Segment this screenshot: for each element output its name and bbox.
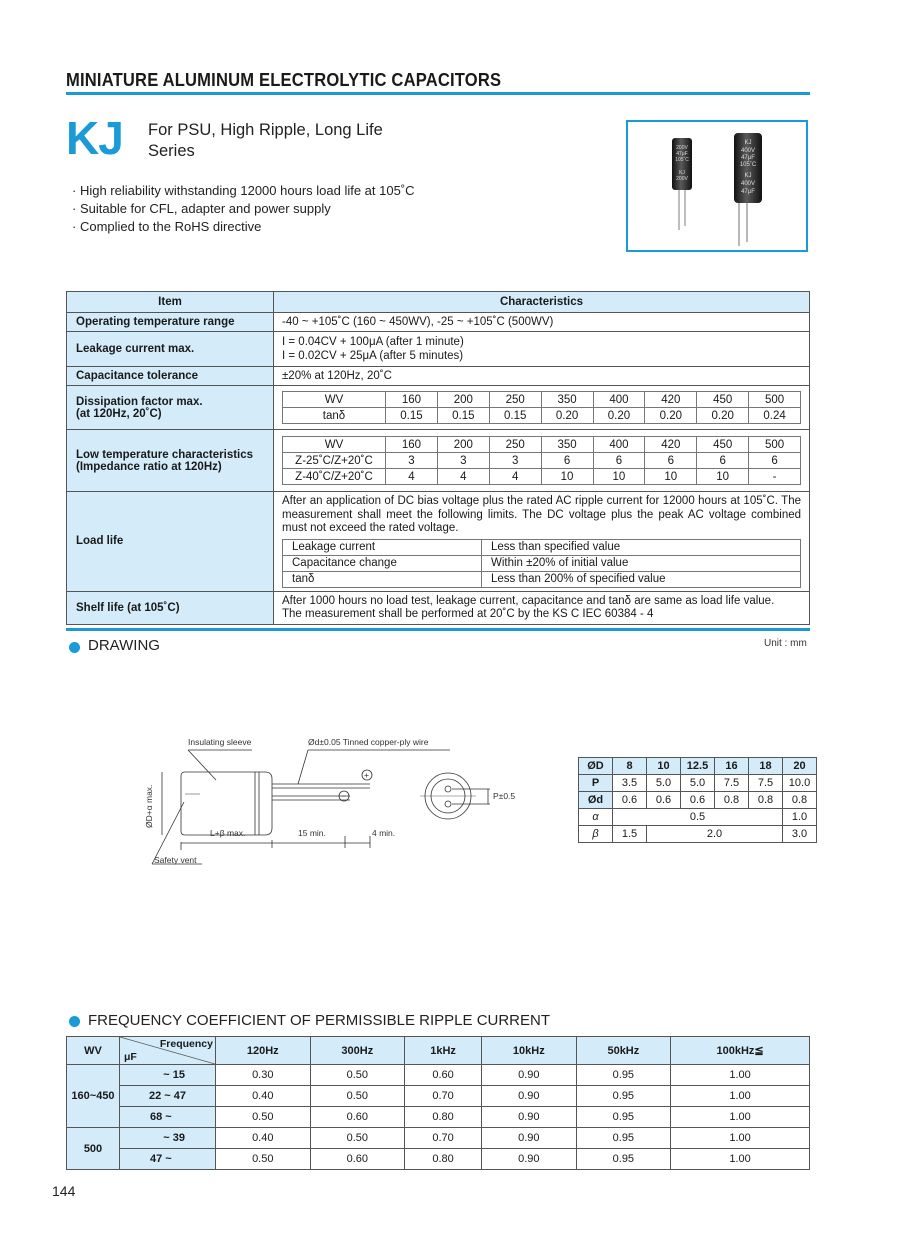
cap-large-text: 47μF	[741, 155, 755, 161]
freq-header: 1kHz	[405, 1037, 482, 1065]
df-cell: 160	[386, 392, 438, 408]
coef-cell: 1.00	[671, 1128, 810, 1149]
row-label: Operating temperature range	[67, 313, 274, 332]
coef-cell: 0.50	[310, 1065, 405, 1086]
freq-header: 120Hz	[216, 1037, 311, 1065]
lt-cell: 3	[489, 453, 541, 469]
coef-cell: 0.90	[482, 1086, 577, 1107]
df-cell: 0.15	[489, 408, 541, 424]
cap-small-text: 200V	[676, 176, 688, 182]
dissipation-factor-table	[282, 391, 801, 424]
dim-header: 16	[715, 758, 749, 775]
lt-cell: -	[749, 469, 801, 485]
lt-cell: 160	[386, 437, 438, 453]
dim-header: 8	[613, 758, 647, 775]
lt-cell: 6	[541, 453, 593, 469]
coef-cell: 1.00	[671, 1086, 810, 1107]
df-cell: 450	[697, 392, 749, 408]
coef-cell: 1.00	[671, 1065, 810, 1086]
load-life-text: After an application of DC bias voltage plus the rated AC ripple current for 12000 hours at 105˚C. The measurement shall meet the following limits. The DC voltage plus the peak AC voltage combined must not exceed the rated voltage.	[282, 495, 801, 534]
dim-cell: 0.6	[613, 792, 647, 809]
series-desc-line: Series	[148, 142, 195, 160]
coef-cell: 0.40	[216, 1128, 311, 1149]
dim-cell: 10.0	[783, 775, 817, 792]
coef-cell: 0.90	[482, 1107, 577, 1128]
series-desc-line: For PSU, High Ripple, Long Life	[148, 121, 383, 139]
coef-cell: 0.60	[310, 1149, 405, 1170]
coef-cell: 0.95	[576, 1107, 671, 1128]
df-label-line: Dissipation factor max.	[76, 395, 203, 408]
freq-header: 100kHz≦	[671, 1037, 810, 1065]
lt-cell: 10	[697, 469, 749, 485]
lt-label-line: (Impedance ratio at 120Hz)	[76, 460, 222, 473]
load-life-limits	[282, 539, 801, 588]
cap-range: ~ 15	[120, 1065, 216, 1086]
leakage-value	[274, 332, 810, 367]
cap-small-text: 200V	[676, 145, 688, 151]
product-photo	[626, 120, 808, 252]
capacitor-photo-illustration	[628, 122, 806, 250]
df-cell: 0.20	[541, 408, 593, 424]
operating-temp-value: -40 ~ +105˚C (160 ~ 450WV), -25 ~ +105˚C (500WV)	[274, 313, 810, 332]
coef-cell: 0.40	[216, 1086, 311, 1107]
header-characteristics: Characteristics	[274, 292, 810, 313]
vent-label: Safety vent	[154, 855, 197, 865]
row-label: Load life	[67, 492, 274, 592]
coef-cell: 0.50	[310, 1086, 405, 1107]
df-cell: tanδ	[283, 408, 386, 424]
drawing-title: DRAWING	[88, 637, 160, 654]
lt-cell: 400	[593, 437, 645, 453]
dim-header: ØD	[579, 758, 613, 775]
feature-item: · Complied to the RoHS directive	[72, 218, 415, 236]
dim-header: 10	[647, 758, 681, 775]
shelf-line: The measurement shall be performed at 20˚C by the KS C IEC 60384 - 4	[282, 607, 654, 620]
cap-range: 47 ~	[120, 1149, 216, 1170]
load-life-value	[274, 492, 810, 592]
capacitor-dimension-drawing	[140, 732, 540, 872]
pitch-label: P±0.5	[493, 791, 516, 801]
dim-cell: 7.5	[715, 775, 749, 792]
coef-cell: 1.00	[671, 1107, 810, 1128]
coef-cell: 0.50	[216, 1149, 311, 1170]
low-temperature-table	[282, 436, 801, 485]
df-cell: 0.20	[593, 408, 645, 424]
df-cell: 0.20	[697, 408, 749, 424]
leakage-line: I = 0.02CV + 25μA (after 5 minutes)	[282, 350, 464, 362]
frequency-coefficient-table	[66, 1036, 810, 1170]
df-cell: 250	[489, 392, 541, 408]
wire-label: Ød±0.05 Tinned copper-ply wire	[308, 737, 429, 747]
limit-item: tanδ	[283, 571, 482, 587]
lt-cell: 3	[386, 453, 438, 469]
df-cell: 400	[593, 392, 645, 408]
coef-cell: 0.90	[482, 1149, 577, 1170]
coef-cell: 0.60	[310, 1107, 405, 1128]
cap-range: 22 ~ 47	[120, 1086, 216, 1107]
diagonal-header	[120, 1037, 216, 1065]
dim-row-label: P	[579, 775, 613, 792]
dim-cell: 7.5	[749, 775, 783, 792]
dim-row-label: β	[579, 826, 613, 843]
dim-header: 12.5	[681, 758, 715, 775]
cap-small-text: 47μF	[676, 151, 688, 157]
lt-cell: 200	[437, 437, 489, 453]
coef-cell: 0.70	[405, 1086, 482, 1107]
plus-symbol: +	[364, 770, 369, 780]
row-label	[67, 386, 274, 430]
dim-cell: 0.6	[647, 792, 681, 809]
cap-large-text: 105˚C	[739, 162, 757, 168]
page-number: 144	[52, 1183, 76, 1199]
limit-value: Within ±20% of initial value	[482, 555, 801, 571]
frequency-header: Frequency	[159, 1038, 213, 1050]
coef-cell: 0.95	[576, 1065, 671, 1086]
lead-min-label: 15 min.	[298, 828, 326, 838]
wv-group: 500	[67, 1128, 120, 1170]
cap-small-text: KJ	[679, 170, 685, 176]
df-cell: WV	[283, 392, 386, 408]
wv-group: 160~450	[67, 1065, 120, 1128]
freq-header: 50kHz	[576, 1037, 671, 1065]
df-cell	[274, 386, 810, 430]
bullet-dot-icon	[69, 642, 80, 653]
lt-cell: 250	[489, 437, 541, 453]
lt-cell: 3	[437, 453, 489, 469]
cap-large-text: 400V	[740, 148, 756, 154]
feature-item: · Suitable for CFL, adapter and power supply	[72, 200, 415, 218]
cap-range: 68 ~	[120, 1107, 216, 1128]
minus-symbol: −	[341, 791, 346, 801]
freq-header: 10kHz	[482, 1037, 577, 1065]
coef-cell: 0.90	[482, 1128, 577, 1149]
dim-header: 20	[783, 758, 817, 775]
df-cell: 0.15	[386, 408, 438, 424]
coef-cell: 0.30	[216, 1065, 311, 1086]
lt-cell: 350	[541, 437, 593, 453]
shelf-life-value	[274, 591, 810, 624]
series-code: KJ	[66, 112, 123, 164]
lt-cell: 10	[541, 469, 593, 485]
dim-row-label: Ød	[579, 792, 613, 809]
lt-cell: 4	[437, 469, 489, 485]
lt-cell: 10	[645, 469, 697, 485]
cap-range: ~ 39	[120, 1128, 216, 1149]
wv-header: WV	[67, 1037, 120, 1065]
lt-cell: Z-25˚C/Z+20˚C	[283, 453, 386, 469]
coef-cell: 0.70	[405, 1128, 482, 1149]
bullet-dot-icon	[69, 1016, 80, 1027]
dim-header: 18	[749, 758, 783, 775]
dim-row-label: α	[579, 809, 613, 826]
df-cell: 500	[749, 392, 801, 408]
dim-cell: 0.6	[681, 792, 715, 809]
lt-cell: 420	[645, 437, 697, 453]
header-item: Item	[67, 292, 274, 313]
series-description	[148, 120, 383, 162]
lt-label-line: Low temperature characteristics	[76, 448, 254, 461]
coef-cell: 0.50	[216, 1107, 311, 1128]
dim-cell: 1.0	[783, 809, 817, 826]
cap-large-text: 400V	[740, 181, 756, 187]
dim-cell: 1.5	[613, 826, 647, 843]
row-label: Leakage current max.	[67, 332, 274, 367]
df-label-line: (at 120Hz, 20˚C)	[76, 407, 162, 420]
dimension-table	[578, 757, 817, 843]
uf-header: μF	[124, 1051, 137, 1063]
feature-item: · High reliability withstanding 12000 hours load life at 105˚C	[72, 182, 415, 200]
tolerance-value: ±20% at 120Hz, 20˚C	[274, 367, 810, 386]
lt-cell	[274, 430, 810, 492]
section-rule	[66, 628, 810, 631]
dim-cell: 5.0	[681, 775, 715, 792]
df-cell: 0.20	[645, 408, 697, 424]
shelf-line: After 1000 hours no load test, leakage current, capacitance and tanδ are same as load life value.	[282, 594, 775, 607]
df-cell: 0.24	[749, 408, 801, 424]
freq-header: 300Hz	[310, 1037, 405, 1065]
coef-cell: 0.95	[576, 1128, 671, 1149]
cap-large-text: 47μF	[741, 189, 755, 195]
unit-label: Unit : mm	[764, 638, 807, 649]
dim-cell: 0.8	[749, 792, 783, 809]
coef-cell: 0.95	[576, 1149, 671, 1170]
dim-cell: 0.8	[715, 792, 749, 809]
page-title: MINIATURE ALUMINUM ELECTROLYTIC CAPACITORS	[66, 70, 502, 90]
lt-cell: 4	[489, 469, 541, 485]
row-label: Shelf life (at 105˚C)	[67, 591, 274, 624]
lt-cell: 4	[386, 469, 438, 485]
length-label: L+β max.	[210, 828, 246, 838]
row-label	[67, 430, 274, 492]
df-cell: 420	[645, 392, 697, 408]
coef-cell: 0.50	[310, 1128, 405, 1149]
coef-cell: 0.95	[576, 1086, 671, 1107]
coef-cell: 0.60	[405, 1065, 482, 1086]
diameter-label: ØD+α max.	[144, 784, 154, 828]
end-min-label: 4 min.	[372, 828, 396, 838]
row-label: Capacitance tolerance	[67, 367, 274, 386]
dim-cell: 3.5	[613, 775, 647, 792]
leakage-line: I = 0.04CV + 100μA (after 1 minute)	[282, 336, 464, 348]
feature-list	[72, 182, 415, 236]
coef-cell: 1.00	[671, 1149, 810, 1170]
cap-large-text: KJ	[744, 140, 752, 146]
lt-cell: WV	[283, 437, 386, 453]
coef-cell: 0.80	[405, 1149, 482, 1170]
lt-cell: 6	[645, 453, 697, 469]
dim-cell: 0.5	[613, 809, 783, 826]
df-cell: 0.15	[437, 408, 489, 424]
lt-cell: 6	[697, 453, 749, 469]
coef-cell: 0.80	[405, 1107, 482, 1128]
lt-cell: 450	[697, 437, 749, 453]
dim-cell: 5.0	[647, 775, 681, 792]
lt-cell: 500	[749, 437, 801, 453]
dim-cell: 3.0	[783, 826, 817, 843]
limit-item: Capacitance change	[283, 555, 482, 571]
limit-value: Less than specified value	[482, 539, 801, 555]
cap-small-text: 105˚C	[675, 157, 689, 163]
limit-item: Leakage current	[283, 539, 482, 555]
cap-large-text: KJ	[744, 173, 752, 179]
lt-cell: 6	[593, 453, 645, 469]
df-cell: 200	[437, 392, 489, 408]
df-cell: 350	[541, 392, 593, 408]
sleeve-label: Insulating sleeve	[188, 737, 252, 747]
dim-cell: 2.0	[647, 826, 783, 843]
header-rule	[66, 92, 810, 95]
lt-cell: 10	[593, 469, 645, 485]
limit-value: Less than 200% of specified value	[482, 571, 801, 587]
coef-cell: 0.90	[482, 1065, 577, 1086]
lt-cell: 6	[749, 453, 801, 469]
frequency-title: FREQUENCY COEFFICIENT OF PERMISSIBLE RIPPLE CURRENT	[88, 1012, 551, 1029]
dim-cell: 0.8	[783, 792, 817, 809]
lt-cell: Z-40˚C/Z+20˚C	[283, 469, 386, 485]
characteristics-table	[66, 291, 810, 625]
